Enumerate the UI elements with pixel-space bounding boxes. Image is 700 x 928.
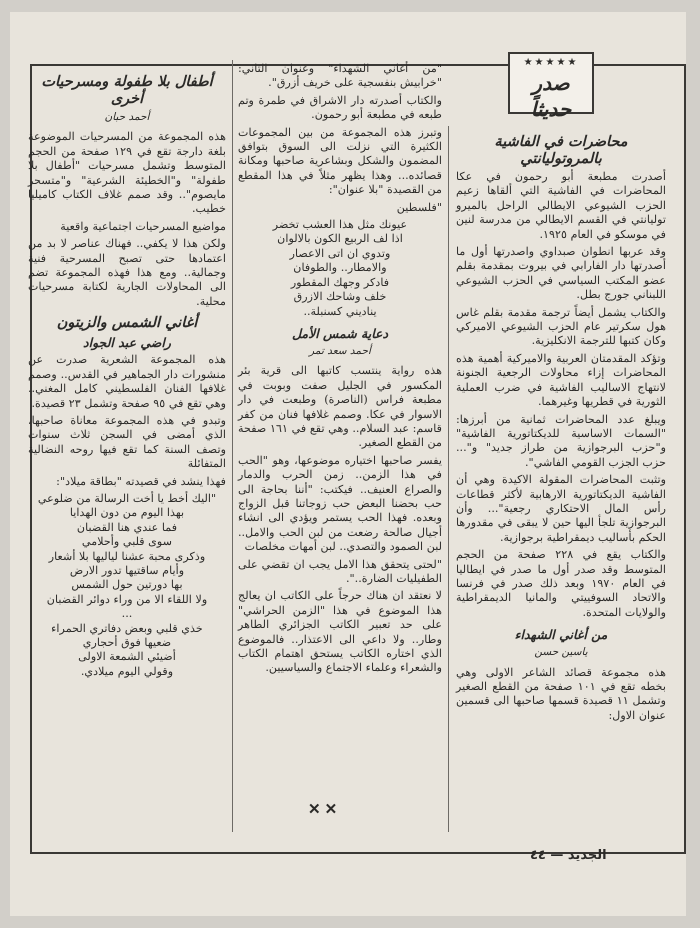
end-mark: ✕✕ (308, 800, 342, 818)
paragraph: وتؤكد المقدمتان العربية والاميركية أهمية هذه المحاضرات إزاء محاولات الرجعية الجنونة لانتهاج الاساليب الفاشية في ضرب العملية الثورية في قطريها وغيرهما. (456, 351, 666, 409)
article-headline: دعاية شمس الأمل (291, 325, 389, 341)
paragraph: وتبرز هذه المجموعة من بين المجموعات الكثيرة التي نزلت الى السوق بتوافق المضمون والشكل وبشاعرية صاحبها ومكانة قصائده... وهذا يظهر مثلاً في هذا المقطع من القصيدة "بلا عنوان": (238, 125, 442, 197)
poem-line: وتدوي ان اتى الاعصار (289, 246, 391, 260)
poem-line: يناديني كسنبلة.. (303, 304, 377, 318)
paragraph: مواضيع المسرحيات اجتماعية واقعية (60, 219, 226, 233)
poem-line: بها دورتين حول الشمس (71, 578, 183, 592)
poem-line: وأيام ساقتيها تدور الارض (69, 563, 185, 577)
poem-line: اذا لف الربيع الكون بالالوان (277, 232, 403, 246)
article-headline: أطفال بلا طفولة ومسرحيات أخرى (41, 74, 213, 107)
poem-line: أضيئي الشمعة الاولى (78, 650, 176, 664)
page-footer: الجديد — ٤٤ (530, 848, 607, 863)
column-rule (448, 126, 449, 832)
paragraph: هذه رواية ينتسب كاتبها الى قرية بئر المكسور في الجليل صفت وبوبت في مطبعة فراس (الناصرة) وطبعت في دار الاسوار في عكا. وصمم غلافها فنان من كفر قاسم: عبد السلام.. وهي تقع في ١٦١ صفحة من القطع الصغير. (238, 364, 442, 450)
paragraph: ويبلغ عدد المحاضرات ثمانية من أبرزها: "السمات الاساسية للديكتاتورية الفاشية" و"حزب البرجوازية من طراز جديد" و"... حزب الجزب القومي الفاشي". (456, 412, 666, 469)
article-byline: راضي عبد الجواد (83, 335, 171, 351)
poem-line: ولا اللقاء الا من وراء دوائر القضبان (46, 592, 208, 606)
poem-line: فما عندي هنا القضبان (76, 520, 178, 534)
paragraph: لا نعتقد ان هناك حرجاً على الكاتب ان يعالج هذا الموضوع في هذا "الزمن الحراشي" على حد تعبير الكاتب الجزائري الطاهر وطار.. ولا داعي الى الاعتذار.. فالموضوع الذي اختاره الكاتب يستحق اهتمام الكتاب والشعراء وعلماء الاجتماع والسياسيين. (238, 589, 442, 675)
article-headline: من أغاني الشهداء (514, 627, 608, 643)
poem-line: خذي قلبي وبعض دفاتري الحمراء (51, 621, 203, 635)
paragraph: "من أغاني الشهداء" وعنوان الثاني: "خرابيش بنفسجية على خريف أزرق". (238, 62, 442, 90)
poem-line: وقولي اليوم ميلادي. (80, 664, 174, 678)
section-title: صدر حديثاً (530, 71, 572, 121)
poem-line: والامطار.. والطوفان (293, 261, 387, 275)
poem-line: سوى قلبي وأحلامي (81, 535, 173, 549)
column-rule (232, 60, 233, 832)
paragraph: والكتاب يشمل أيضاً ترجمة مقدمة بقلم غاس هول سكرتير عام الحزب الشيوعي الاميركي وكان كتبها للترجمة الانكليزية. (456, 305, 666, 348)
article-byline: أحمد حبان (104, 111, 150, 123)
paragraph: هذه المجموعة الشعرية صدرت عن منشورات دار الجماهير في القدس.. وصمم غلافها الفنان الفلسطيني كامل المغني.. وهي تقع في ٩٥ صفحة وتشمل ٢٣ قصيدة. (28, 353, 226, 410)
paragraph: هذه مجموعة قصائد الشاعر الاولى وهي بخطه تقع في ١٠١ صفحة من القطع الصغير وتشمل ١١ قصيدة قسمها صاحبها الى قسمين عنوان الاول: (456, 665, 666, 722)
poem-line: عيونك مثل هذا العشب تخضر (272, 218, 408, 232)
section-logo (508, 52, 594, 121)
left-column (28, 68, 226, 679)
poem-line: ضعيها فوق أحجاري (82, 636, 172, 649)
paragraph: وقد عربها انطوان صبداوي واصدرتها أول ما أصدرتها دار الفارابي في بيروت بمقدمة بقلم عضو المكتب السياسي في الحزب الشيوعي اللبناني جورج بطل. (456, 245, 666, 302)
poem-line: "اليك أخط يا أخت الرسالة من ضلوعي (37, 491, 217, 505)
right-column (456, 128, 666, 726)
poem-line: وذكرى محبة عشنا لياليها بلا أشعار (48, 549, 206, 563)
poem-line: خلف وشاحك الازرق (293, 290, 387, 304)
article-headline: أغاني الشمس والزيتون (56, 315, 198, 332)
article-byline: أحمد سعد تمر (309, 344, 371, 357)
poem-line: فادكر وجهك المقطور (290, 275, 390, 289)
paragraph: أصدرت مطبعة أبو رحمون في عكا المحاضرات في الفاشية التي ألقاها زعيم الحزب الشيوعي الايطالي الراحل بالميرو توليانتي في القسم الايطالي من مدرسة لنين في موسكو في العام ١٩٢٥. (456, 170, 666, 241)
poem (238, 218, 442, 319)
paragraph: وتبدو في هذه المجموعة معاناة صاحبها، الذي أمضى في السجن ثلاث سنوات وتصف السنة كما تقع فيها روحه النضالية المتفائلة (28, 413, 226, 471)
paragraph: والكتاب يقع في ٢٢٨ صفحة من الحجم المتوسط وقد صدر أول ما صدر في ايطاليا في العام ١٩٧٠ وبعد ذلك صدر في فرنسا والاتحاد السوفييتي والمانيا الديمقراطية والولايات المتحدة. (456, 548, 667, 619)
paragraph: هذه المجموعة من المسرحيات الموضوعة بلغة دارجة تقع في ١٢٩ صفحة من الحجم المتوسط وتشمل مسرحيات "أطفال بلا طفولة" و"الخطيئة الشرعية" و"متسحر مايصوم".. وقد صمم غلاف الكتاب كاميليا خطيب. (28, 130, 226, 216)
paragraph: وتثبت المحاضرات المقولة الاكيدة وهي أن الفاشية الديكتاتورية الارهابية لأكثر قطاعات رأس المال الاحتكاري رجعية"... وأن البرجوازية تلجأ اليها حين لا يبقى في مقدورها الحكم بأساليب ديمقراطية برجوازية. (456, 473, 666, 544)
article-headline: محاضرات في الفاشية بالمروتوليانتي (494, 134, 628, 167)
paragraph: "فلسطين (396, 200, 442, 214)
poem-line: بهذا اليوم من دون الهدايا (69, 506, 185, 520)
paragraph: "لحتى يتحقق هذا الامل يجب ان تقضي على الطفيليات الضارة..". (238, 557, 442, 585)
poem (28, 492, 226, 679)
logo-stars: ★★★★★ (523, 57, 579, 68)
article-byline: ياسين حسن (534, 646, 588, 659)
paragraph: يفسر صاحبها اختياره موضوعها، وهو "الحب في هذا الزمن.. زمن الحرب والدمار والصراع العنيف.. فيكتب: "أننا بحاجة الى حب بحضنا البعض حب زوجاتنا قبل الزواج وبعده. فهذا الحب يستمر ويؤدي الى انشاء أجيال صالحة رضعت من لبن الحب والامل.. لبن الصمود والتصدي.. لبن أمهات مخلصات (238, 453, 442, 554)
paragraph: فهذا ينشد في قصيدته "بطاقة ميلاد": (56, 474, 226, 488)
paragraph: والكتاب أصدرته دار الاشراق في طمرة وتم طبعه في مطبعة أبو رحمون. (238, 93, 442, 122)
paragraph: ولكن هذا لا يكفي.. فهناك عناصر لا بد من اعتمادها حتى تصبح المسرحية فنية وجمالية.. ومع هذا فهذه المجموعة تضم الى المحاولات الجارية لكتابة مسرحيات محلية. (28, 237, 226, 308)
middle-column (238, 62, 442, 679)
poem-line: ... (121, 607, 133, 621)
